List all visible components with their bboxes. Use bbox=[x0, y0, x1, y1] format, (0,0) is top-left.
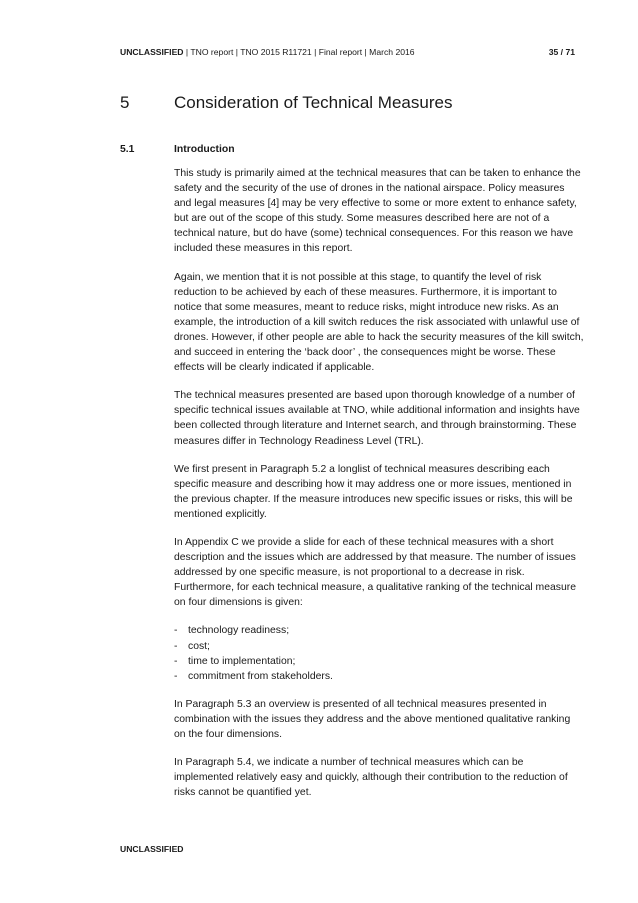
list-bullet: - bbox=[174, 670, 178, 682]
list-item bbox=[174, 639, 584, 654]
section-number: 5.1 bbox=[120, 144, 135, 155]
list-item bbox=[174, 654, 584, 669]
dimension-list bbox=[174, 623, 584, 683]
list-item-text: commitment from stakeholders. bbox=[188, 670, 333, 682]
paragraph: In Paragraph 5.3 an overview is presented of all technical measures presented in combination with the issues they address and the above mentioned qualitative ranking on the four dimensions. bbox=[174, 698, 571, 740]
list-item-text: cost; bbox=[188, 640, 210, 652]
paragraph: Again, we mention that it is not possible at this stage, to quantify the level of risk reduction to be achieved by each of these measures. Furthermore, it is important to notice that some measures, meant to reduce risks, might introduce new risks. As an example, the introduction of a kill switch reduces the risk associated with unlawful use of drones. However, if other people are able to hack the security measures of the kill switch, and succeed in entering the ‘back door’ , the consequences might be worse. These effects will be clearly indicated if applicable. bbox=[174, 271, 584, 374]
list-item-text: technology readiness; bbox=[188, 625, 290, 637]
paragraph: The technical measures presented are based upon thorough knowledge of a number of specific technical issues available at TNO, while additional information and insights have been collected through literature and Internet search, and through brainstorming. These measures differ in Technology Readiness Level (TRL). bbox=[174, 390, 580, 447]
section-title: Introduction bbox=[174, 144, 235, 155]
page-footer-classification: UNCLASSIFIED bbox=[120, 844, 184, 854]
section-heading bbox=[120, 144, 235, 155]
list-bullet: - bbox=[174, 640, 178, 652]
header-report-info: | TNO report | TNO 2015 R11721 | Final report | March 2016 bbox=[183, 47, 415, 57]
page-header bbox=[120, 47, 575, 57]
paragraph: We first present in Paragraph 5.2 a longlist of technical measures describing each specific measure and describing how it may address one or more issues, mentioned in the previous chapter. If the measure introduces new specific issues or risks, this will be mentioned explicitly. bbox=[174, 463, 573, 520]
chapter-heading bbox=[120, 93, 580, 113]
section-body bbox=[174, 166, 584, 813]
paragraph: This study is primarily aimed at the technical measures that can be taken to enhance the safety and the security of the use of drones in the national airspace. Policy measures and legal measures [4] may be very effective to some or more extent to enhance safety, but are out of the scope of this study. Some measures described here are not of a technical nature, but do have (some) technical consequences. For this reason we have included these measures in this report. bbox=[174, 168, 581, 255]
page-number: 35 / 71 bbox=[548, 47, 575, 57]
paragraph: In Paragraph 5.4, we indicate a number of technical measures which can be implemented relatively easy and quickly, although their contribution to the reduction of risks cannot be quantified yet. bbox=[174, 757, 568, 799]
chapter-number: 5 bbox=[120, 93, 130, 112]
chapter-title: Consideration of Technical Measures bbox=[174, 93, 453, 112]
list-item bbox=[174, 669, 584, 684]
list-bullet: - bbox=[174, 655, 178, 667]
list-item-text: time to implementation; bbox=[188, 655, 296, 667]
header-info bbox=[120, 47, 415, 57]
header-classification: UNCLASSIFIED bbox=[120, 47, 184, 57]
paragraph: In Appendix C we provide a slide for each of these technical measures with a short description and the issues which are addressed by that measure. The number of issues addressed by one specific measure, is not proportional to a decrease in risk. Furthermore, for each technical measure, a qualitative ranking of the technical measure on four dimensions is given: bbox=[174, 536, 576, 609]
list-item bbox=[174, 623, 584, 638]
list-bullet: - bbox=[174, 625, 178, 637]
